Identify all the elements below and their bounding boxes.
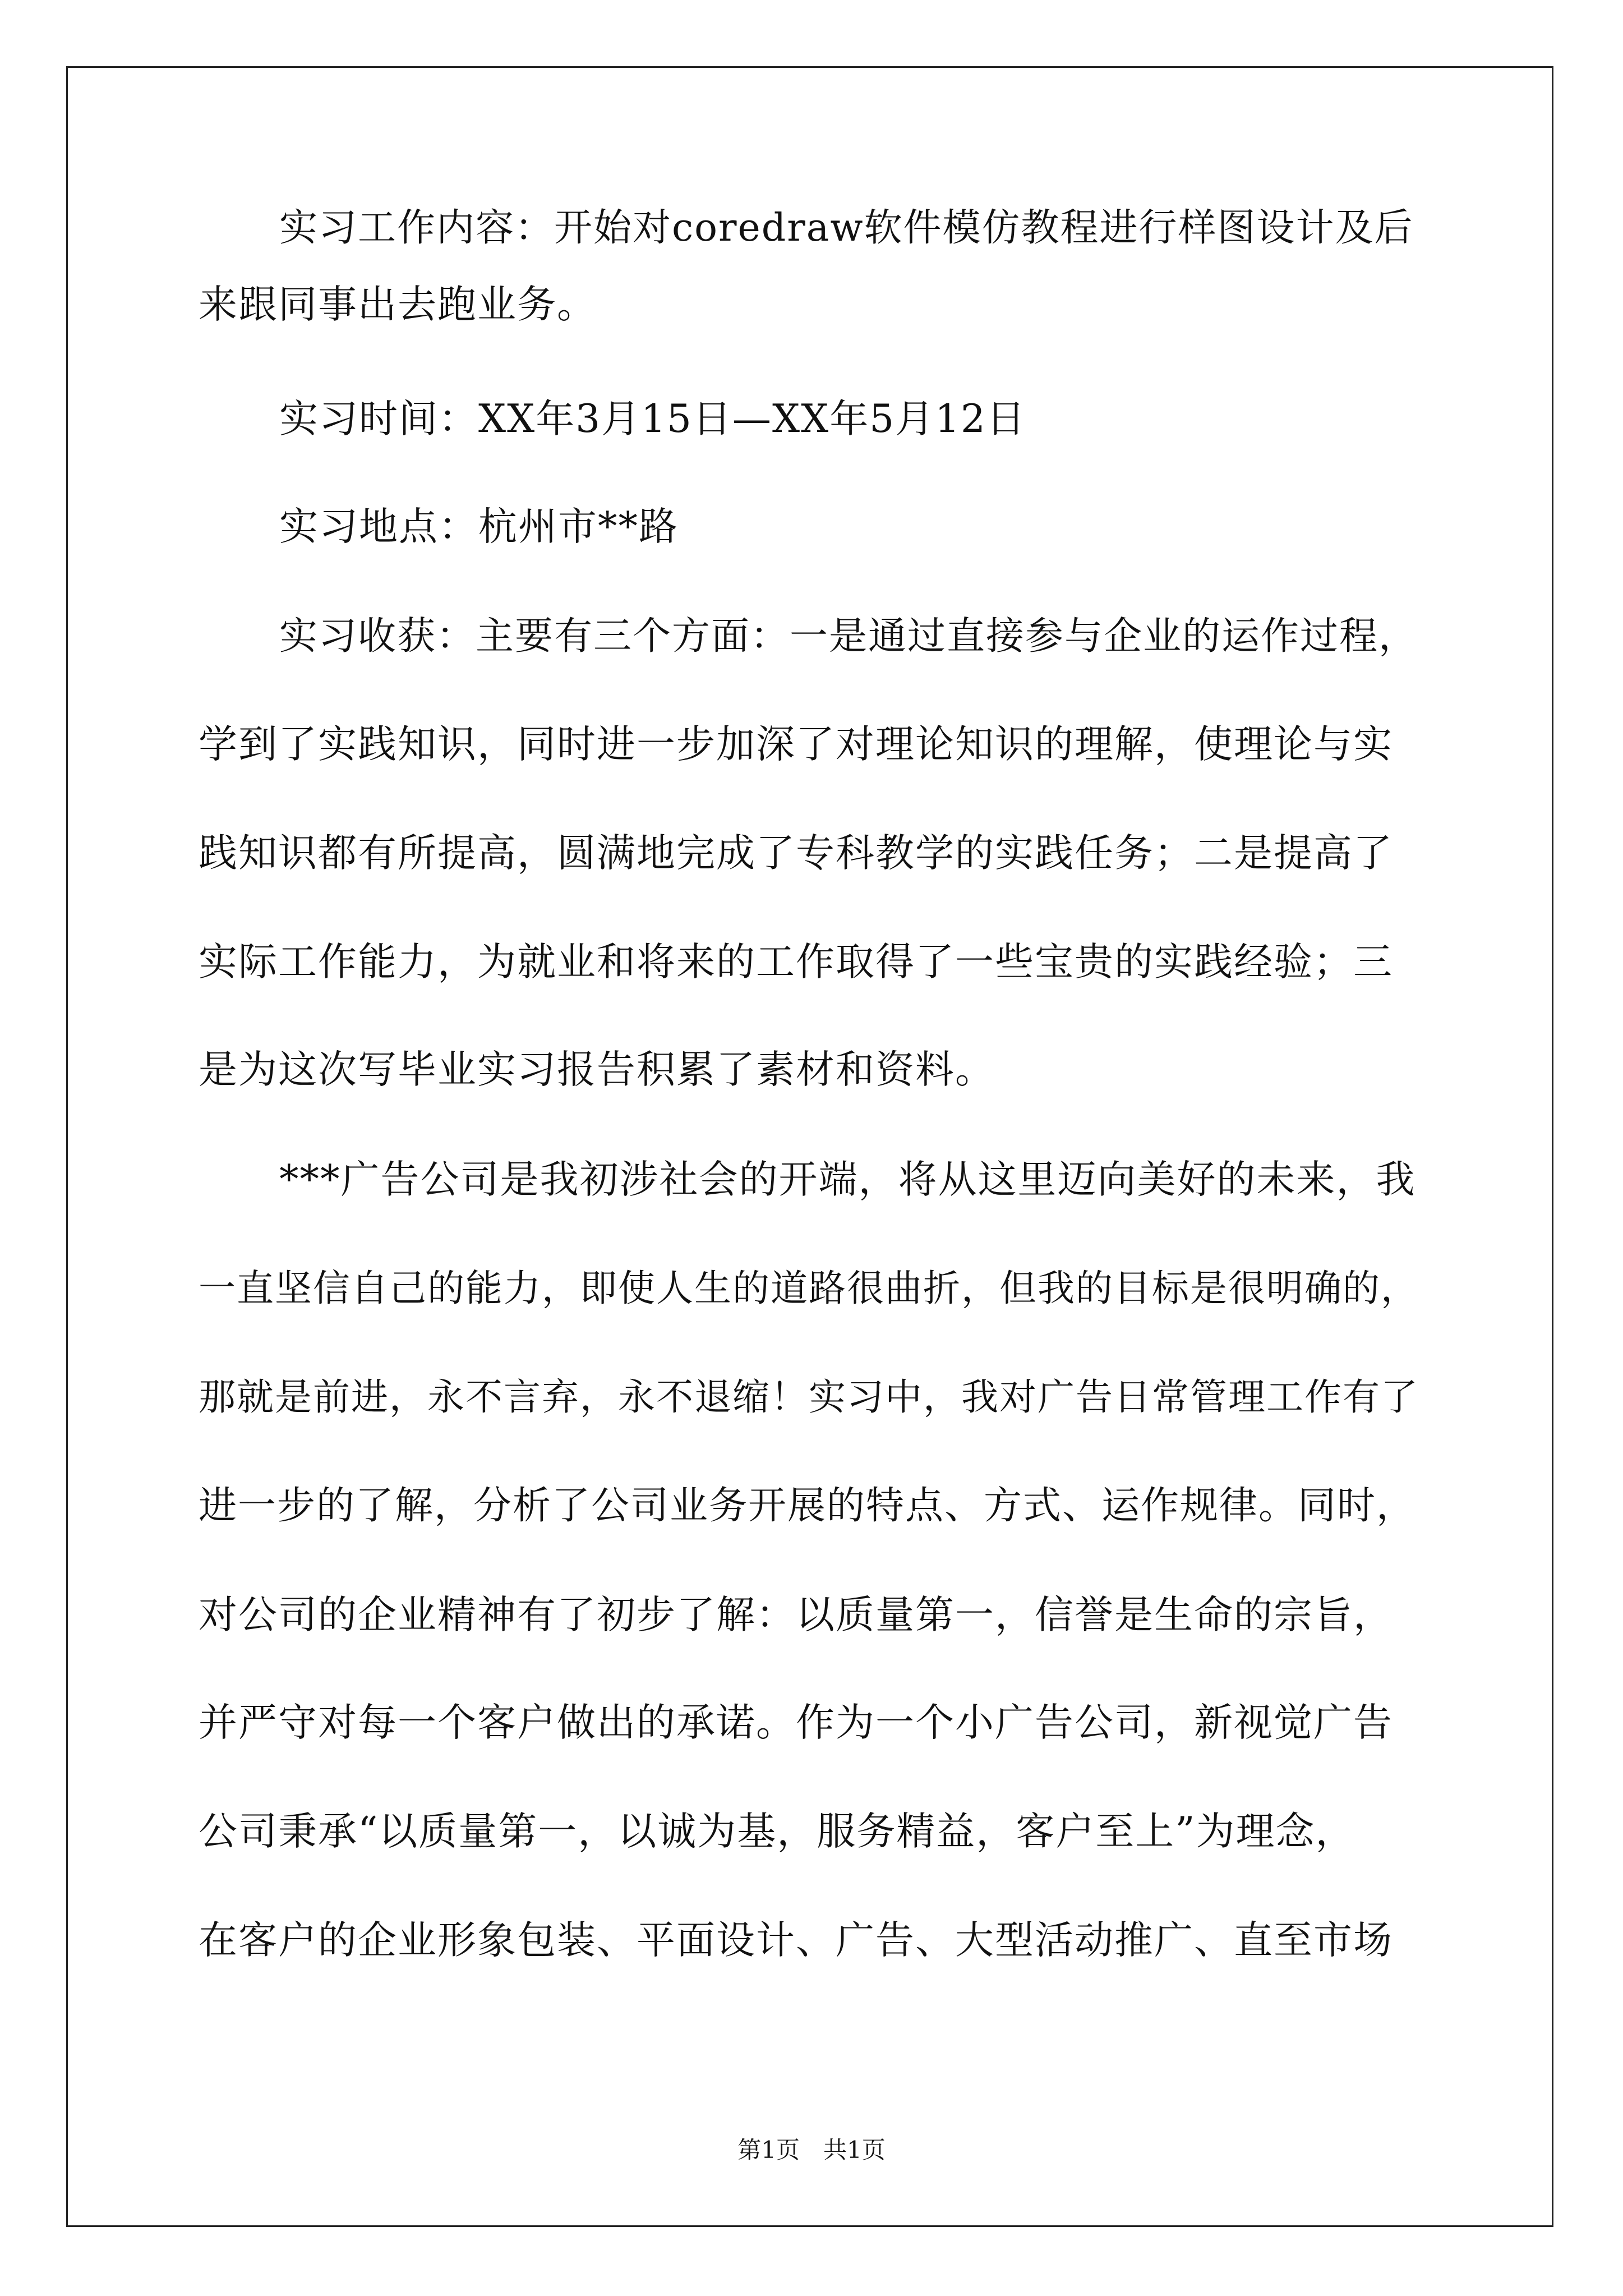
paragraph-line: 那就是前进，永不言弃，永不退缩！实习中，我对广告日常管理工作有了	[199, 1375, 1419, 1419]
paragraph-line: 实习工作内容：开始对coredraw软件模仿教程进行样图设计及后	[279, 206, 1414, 250]
paragraph-line: 进一步的了解，分析了公司业务开展的特点、方式、运作规律。同时，	[199, 1484, 1416, 1528]
paragraph-line: 对公司的企业精神有了初步了解：以质量第一，信誉是生命的宗旨，	[199, 1593, 1393, 1637]
paragraph-line: ***广告公司是我初涉社会的开端，将从这里迈向美好的未来，我	[279, 1157, 1416, 1202]
paragraph-line: 学到了实践知识，同时进一步加深了对理论知识的理解，使理论与实	[199, 722, 1393, 767]
paragraph-line: 并严守对每一个客户做出的承诺。作为一个小广告公司，新视觉广告	[199, 1700, 1393, 1745]
paragraph-line: 实习收获：主要有三个方面：一是通过直接参与企业的运作过程，	[279, 614, 1418, 659]
paragraph-line: 是为这次写毕业实习报告积累了素材和资料。	[199, 1047, 995, 1092]
paragraph-line: 一直坚信自己的能力，即使人生的道路很曲折，但我的目标是很明确的，	[199, 1267, 1419, 1310]
paragraph-line: 实际工作能力，为就业和将来的工作取得了一些宝贵的实践经验；三	[199, 940, 1393, 984]
paragraph-line: 实习时间：XX年3月15日—XX年5月12日	[279, 397, 1026, 441]
page-footer: 第1页 共1页	[737, 2136, 886, 2164]
paragraph-line: 实习地点：杭州市**路	[279, 504, 679, 549]
page-border	[66, 66, 1553, 2227]
paragraph-line: 来跟同事出去跑业务。	[199, 282, 597, 327]
paragraph-line: 在客户的企业形象包装、平面设计、广告、大型活动推广、直至市场	[199, 1918, 1393, 1963]
paragraph-line: 公司秉承“以质量第一，以诚为基，服务精益，客户至上”为理念，	[199, 1809, 1355, 1854]
paragraph-line: 践知识都有所提高，圆满地完成了专科教学的实践任务；二是提高了	[199, 831, 1393, 876]
